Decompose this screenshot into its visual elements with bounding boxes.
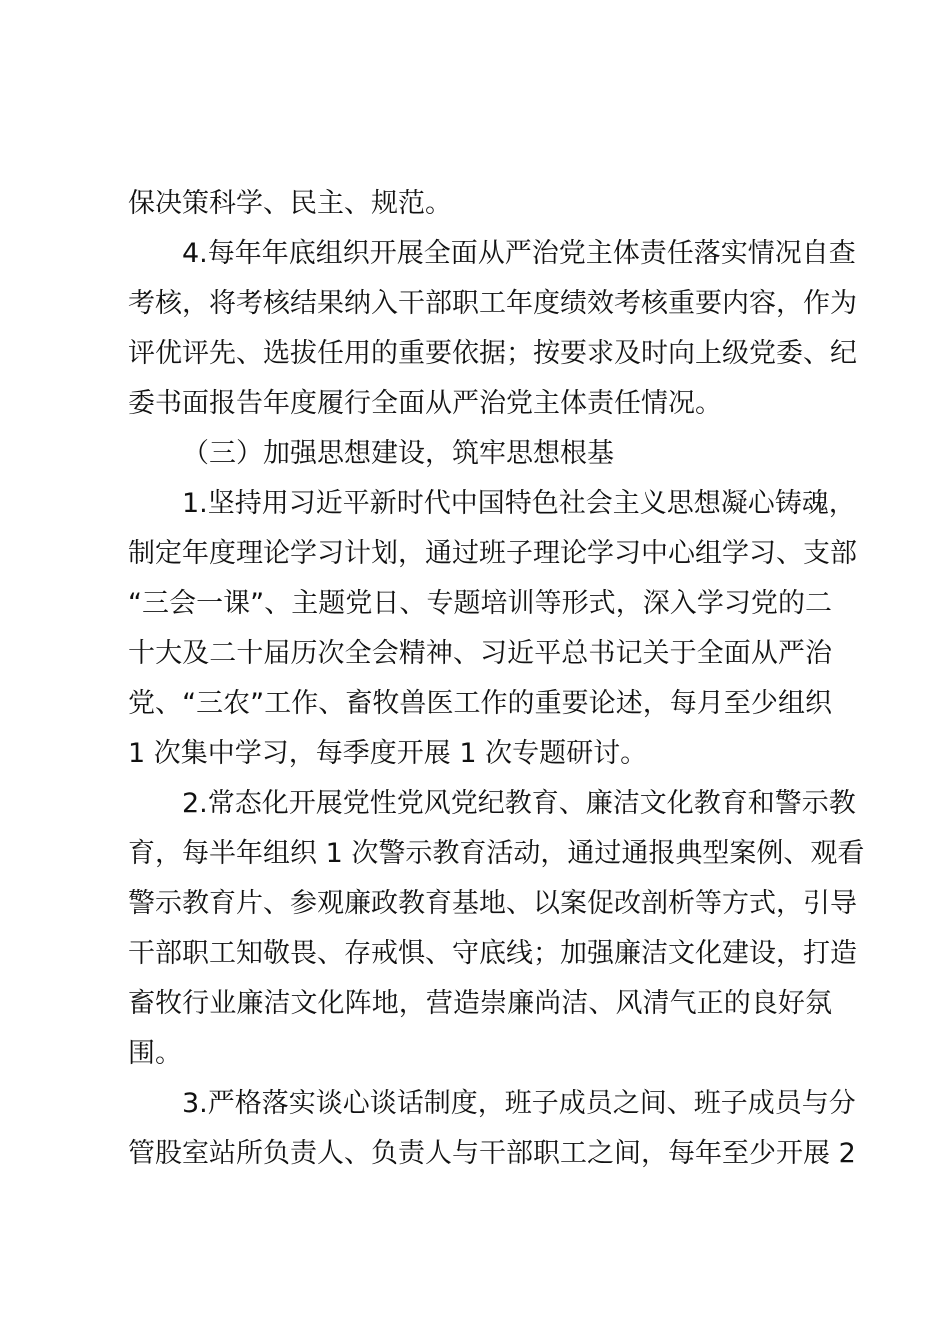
text-line: 委书面报告年度履行全面从严治党主体责任情况。 (128, 388, 722, 419)
text-line: 1 次集中学习，每季度开展 1 次专题研讨。 (128, 738, 648, 769)
text-line: 4.每年年底组织开展全面从严治党主体责任落实情况自查 (182, 238, 856, 269)
text-line: 1.坚持用习近平新时代中国特色社会主义思想凝心铸魂， (182, 488, 856, 519)
text-line: “三会一课”、主题党日、专题培训等形式，深入学习党的二 (128, 588, 832, 619)
text-line: 干部职工知敬畏、存戒惧、守底线；加强廉洁文化建设，打造 (128, 938, 857, 969)
text-line: 制定年度理论学习计划，通过班子理论学习中心组学习、支部 (128, 538, 857, 569)
text-line: 评优评先、选拔任用的重要依据；按要求及时向上级党委、纪 (128, 338, 857, 369)
text-line: 育，每半年组织 1 次警示教育活动，通过通报典型案例、观看 (128, 838, 865, 869)
text-line: 党、“三农”工作、畜牧兽医工作的重要论述，每月至少组织 (128, 688, 832, 719)
text-line: 围。 (128, 1038, 182, 1069)
text-line: 保决策科学、民主、规范。 (128, 188, 452, 219)
text-line: 考核，将考核结果纳入干部职工年度绩效考核重要内容，作为 (128, 288, 857, 319)
text-line: 2.常态化开展党性党风党纪教育、廉洁文化教育和警示教 (182, 788, 856, 819)
section-heading: （三）加强思想建设，筑牢思想根基 (182, 438, 614, 469)
text-line: 管股室站所负责人、负责人与干部职工之间，每年至少开展 2 (128, 1138, 856, 1169)
text-line: 警示教育片、参观廉政教育基地、以案促改剖析等方式，引导 (128, 888, 857, 919)
text-line: 3.严格落实谈心谈话制度，班子成员之间、班子成员与分 (182, 1088, 856, 1119)
text-line: 畜牧行业廉洁文化阵地，营造崇廉尚洁、风清气正的良好氛 (128, 988, 832, 1019)
text-line: 十大及二十届历次全会精神、习近平总书记关于全面从严治 (128, 638, 832, 669)
